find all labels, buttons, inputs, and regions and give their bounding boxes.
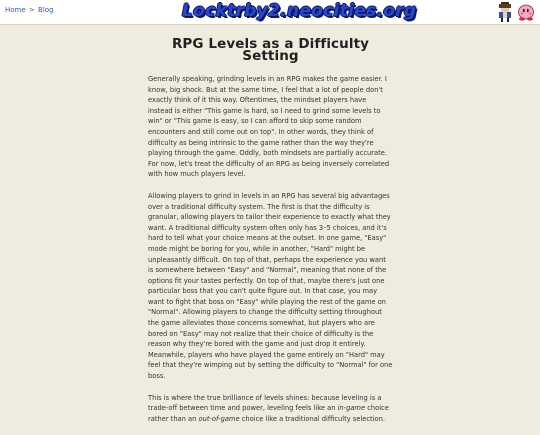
paragraph-3-emphasis-in-game: in-game xyxy=(337,404,366,413)
paragraph-3-emphasis-out-of-game: out-of-game xyxy=(198,414,240,423)
article-title: RPG Levels as a Difficulty Setting xyxy=(171,36,370,64)
breadcrumb-blog-link[interactable]: Blog xyxy=(38,6,54,14)
paragraph-3-text-a: This is where the true brilliance of levels shines: because leveling is a trade-off between time and power, leveling feels like an xyxy=(148,393,382,413)
pixel-character-icon xyxy=(497,2,513,22)
paragraph-3-text-c: choice like a traditional difficulty selection. xyxy=(239,414,385,423)
breadcrumb-home-link[interactable]: Home xyxy=(5,6,26,14)
paragraph-3-text-b: choice rather than an xyxy=(148,404,389,423)
article-paragraph-1: Generally speaking, grinding levels in an RPG makes the game easier. I know, big shock. But at the same time, I feel that a lot of people don't exactly think of it this way. Oftentimes, the mindset players have instead is either "This game is hard, so I need to grind some levels to win" or "This game is easy, so I can afford to skip some random encounters and still come out on top". In other words, they think of difficulty as being intrinsic to the game rather than the way they're playing through the game. Oddly, both mindsets are partially accurate. For now, let's treat the difficulty of an RPG as being inversely correlated with how much players level. xyxy=(148,75,390,179)
breadcrumb xyxy=(5,6,54,14)
article-paragraph-3 xyxy=(148,393,393,425)
article-paragraph-2: Allowing players to grind in levels in an RPG has several big advantages over a traditional difficulty system. The first is that the difficulty is granular, allowing players to tailor their experience to exactly what they want. A traditional difficulty system often only has 3–5 choices, and it's hard to tell what your choice means at the outset. In one game, "Easy" mode might be boring for you, while in another, "Hard" might be unpleasantly difficult. On top of that, perhaps the experience you want is somewhere between "Easy" and "Normal", meaning that none of the options fit your tastes perfectly. On top of that, maybe there's just one particular boss that you can't quite figure out. In that case, you may want to fight that boss on "Easy" while playing the rest of the game on "Normal". Allowing players to change the difficulty setting throughout the game alleviates those concerns somewhat, but players who are bored on "Easy" may not realize that their choice of difficulty is the reason why they're bored with the game and just drop it entirely. Meanwhile, players who have played the game entirely on "Hard" may feel that they're wimping out by setting the difficulty to "Normal" for one boss. xyxy=(148,191,393,381)
article xyxy=(148,24,393,435)
top-bar xyxy=(0,0,540,25)
breadcrumb-separator: > xyxy=(28,6,35,14)
kirby-icon xyxy=(517,3,535,21)
site-logo[interactable]: Locktrby2.neocities.org xyxy=(182,1,417,21)
